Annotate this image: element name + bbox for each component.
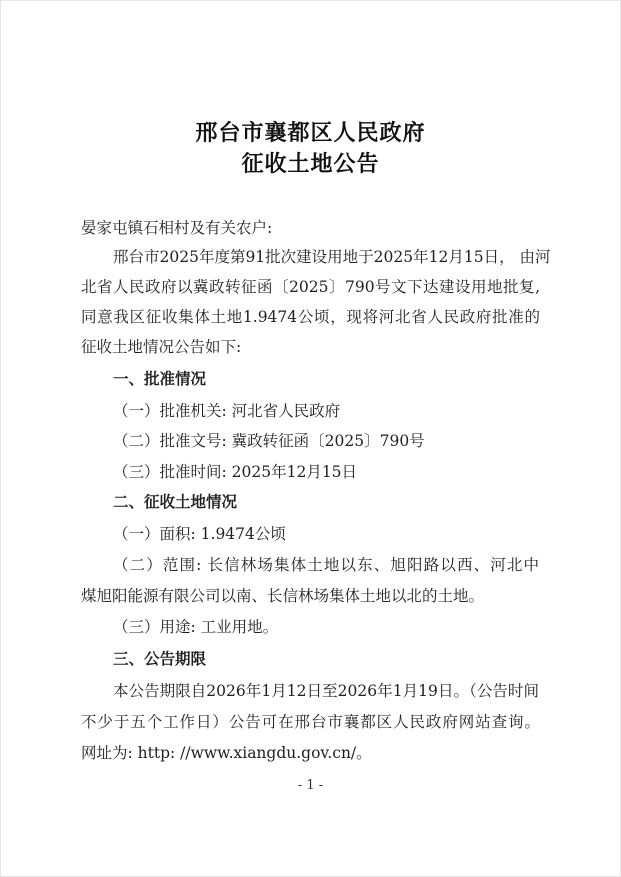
section-heading-period: 三、公告期限 [113, 650, 207, 668]
list-item: （二）范围: 长信林场集体土地以东、旭阳路以西、河北中 [113, 556, 539, 574]
paragraph-line: 不少于五个工作日）公告可在邢台市襄都区人民政府网站查询。 [81, 713, 540, 731]
list-item: （三）批准时间: 2025年12月15日 [113, 463, 358, 481]
paragraph-line: 本公告期限自2026年1月12日至2026年1月19日。（公告时间 [113, 682, 539, 700]
paragraph-line: 同意我区征收集体土地1.9474公顷，现将河北省人民政府批准的 [81, 308, 540, 326]
list-item: （一）批准机关: 河北省人民政府 [113, 402, 341, 420]
paragraph-line: 征收土地情况公告如下: [81, 338, 242, 356]
list-item-continuation: 煤旭阳能源有限公司以南、长信林场集体土地以北的土地。 [81, 587, 485, 605]
paragraph-line: 邢台市2025年度第91批次建设用地于2025年12月15日， 由河 [113, 248, 551, 266]
website-line: 网址为: http: //www.xiangdu.gov.cn/。 [81, 744, 372, 762]
list-item: （三）用途: 工业用地。 [113, 618, 279, 636]
addressee: 晏家屯镇石相村及有关农户: [81, 219, 273, 237]
section-heading-land: 二、征收土地情况 [113, 493, 238, 511]
document-subtitle: 征收土地公告 [241, 152, 380, 177]
list-item: （二）批准文号: 冀政转征函〔2025〕790号 [113, 432, 425, 450]
list-item: （一）面积: 1.9474公顷 [113, 525, 286, 543]
page-number: - 1 - [297, 778, 324, 793]
section-heading-approval: 一、批准情况 [113, 370, 207, 388]
paragraph-line: 北省人民政府以冀政转征函〔2025〕790号文下达建设用地批复, [81, 278, 540, 296]
document-title: 邢台市襄都区人民政府 [195, 121, 426, 146]
